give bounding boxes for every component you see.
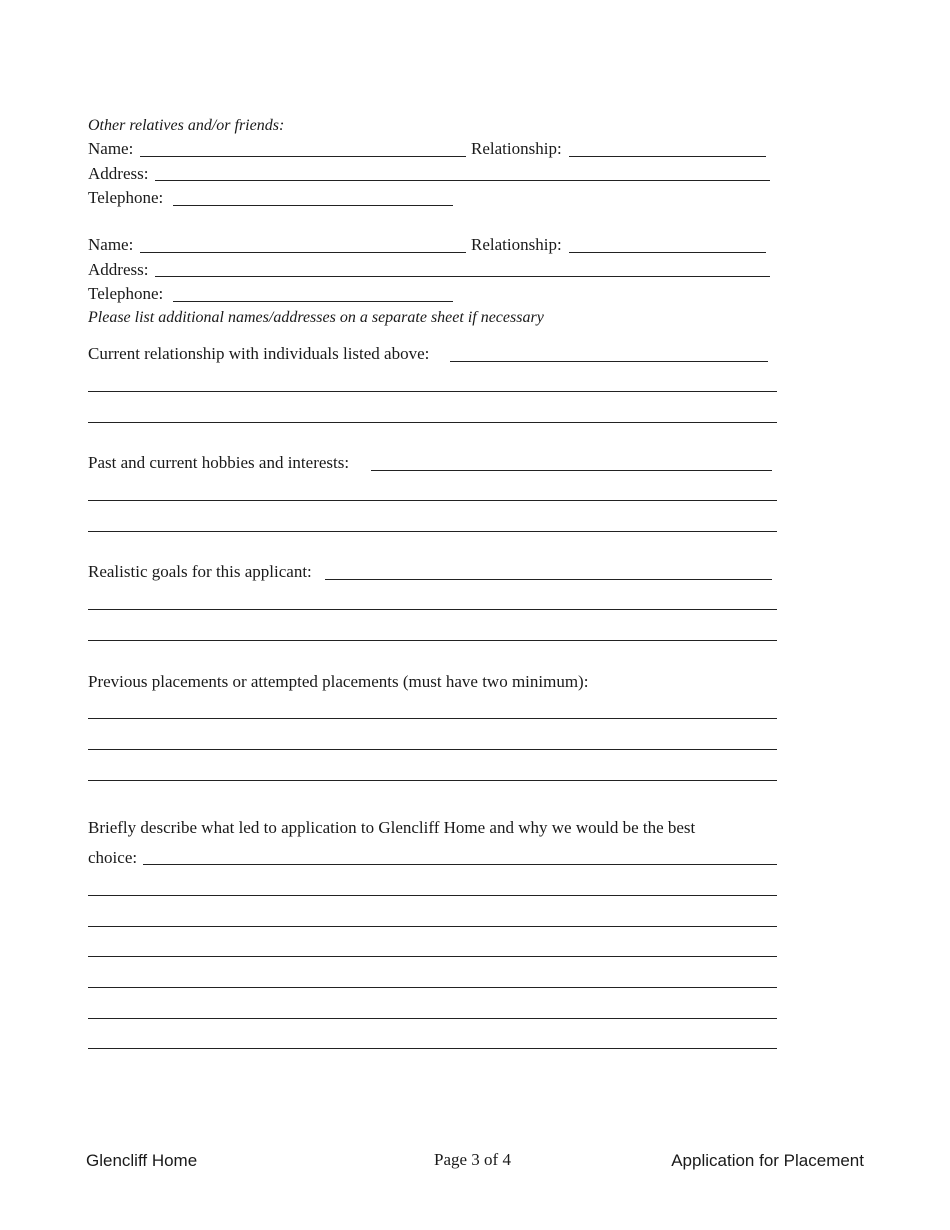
address-label-2: Address: (88, 260, 149, 279)
telephone-input-1[interactable] (173, 205, 453, 206)
goals-line[interactable] (88, 609, 777, 610)
current-relationship-label: Current relationship with individuals listed above: (88, 344, 430, 363)
relationship-label-1: Relationship: (471, 139, 562, 158)
address-label-1: Address: (88, 164, 149, 183)
additional-note: Please list additional names/addresses on a separate sheet if necessary (88, 309, 544, 326)
describe-line[interactable] (88, 895, 777, 896)
name-input-2[interactable] (140, 252, 466, 253)
previous-placements-line[interactable] (88, 718, 777, 719)
section-heading: Other relatives and/or friends: (88, 117, 285, 134)
footer-page-number: Page 3 of 4 (434, 1150, 511, 1169)
telephone-label-1: Telephone: (88, 188, 164, 207)
relationship-input-2[interactable] (569, 252, 766, 253)
hobbies-line[interactable] (88, 500, 777, 501)
previous-placements-line[interactable] (88, 780, 777, 781)
describe-label: Briefly describe what led to application to Glencliff Home and why we would be the best (88, 818, 696, 837)
previous-placements-label: Previous placements or attempted placements (must have two minimum): (88, 672, 589, 691)
current-relationship-line[interactable] (88, 391, 777, 392)
goals-input[interactable] (325, 579, 772, 580)
goals-label: Realistic goals for this applicant: (88, 562, 312, 581)
hobbies-line[interactable] (88, 531, 777, 532)
describe-input[interactable] (143, 864, 777, 865)
telephone-label-2: Telephone: (88, 284, 164, 303)
goals-line[interactable] (88, 640, 777, 641)
name-label-1: Name: (88, 139, 134, 158)
describe-line[interactable] (88, 926, 777, 927)
describe-line[interactable] (88, 1048, 777, 1049)
telephone-input-2[interactable] (173, 301, 453, 302)
describe-label-cont: choice: (88, 848, 138, 867)
footer-org-name: Glencliff Home (86, 1151, 198, 1170)
hobbies-input[interactable] (371, 470, 772, 471)
name-input-1[interactable] (140, 156, 466, 157)
describe-line[interactable] (88, 987, 777, 988)
describe-line[interactable] (88, 1018, 777, 1019)
relationship-label-2: Relationship: (471, 235, 562, 254)
footer-document-title: Application for Placement (671, 1151, 864, 1170)
address-input-1[interactable] (155, 180, 770, 181)
current-relationship-input[interactable] (450, 361, 768, 362)
relationship-input-1[interactable] (569, 156, 766, 157)
address-input-2[interactable] (155, 276, 770, 277)
hobbies-label: Past and current hobbies and interests: (88, 453, 350, 472)
describe-line[interactable] (88, 956, 777, 957)
current-relationship-line[interactable] (88, 422, 777, 423)
previous-placements-line[interactable] (88, 749, 777, 750)
name-label-2: Name: (88, 235, 134, 254)
